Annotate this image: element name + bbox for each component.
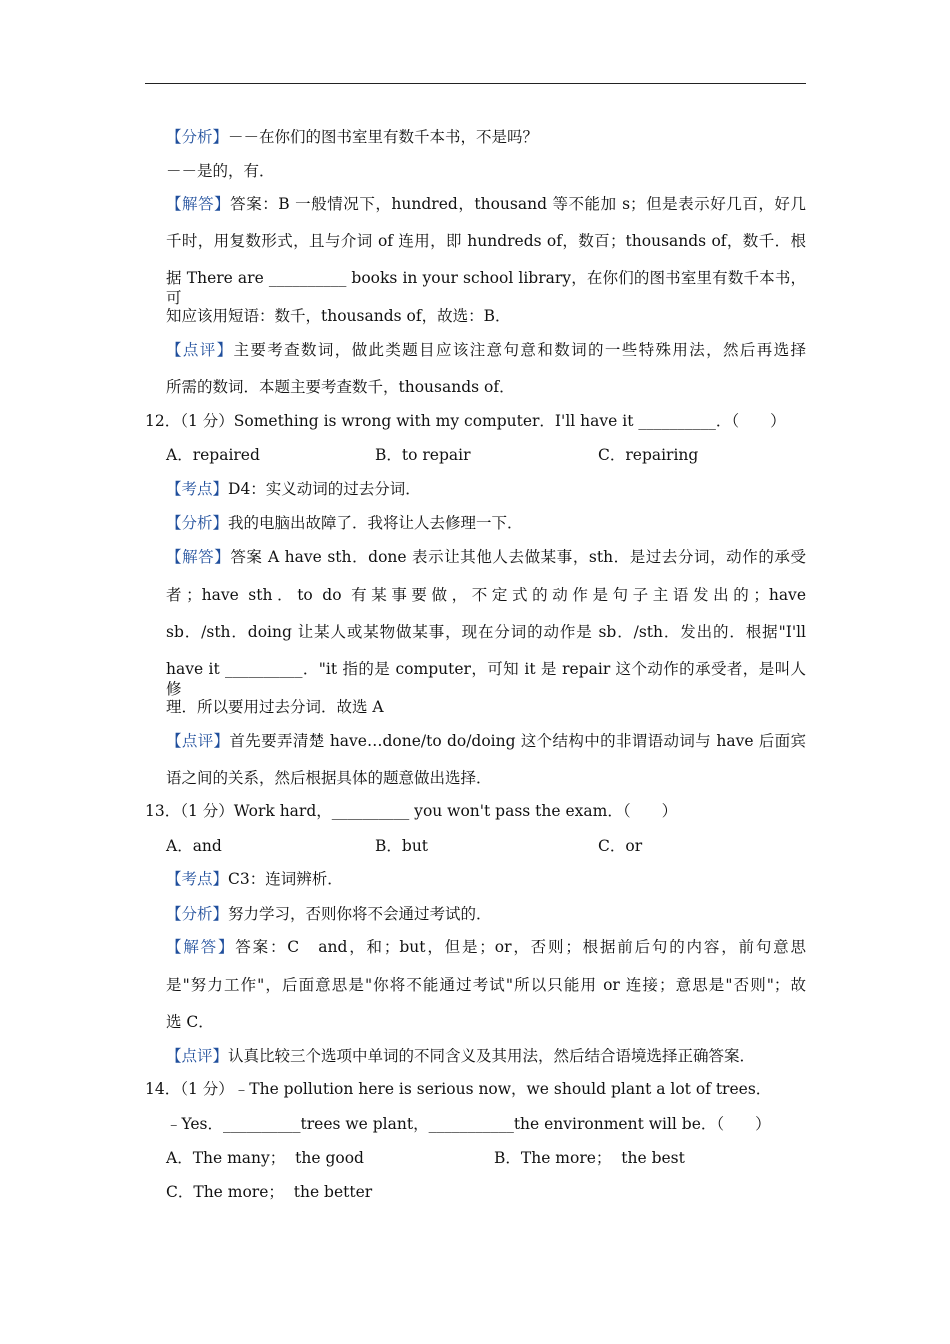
answer-line [166,937,806,957]
question-14-stem-2: ﹣Yes．__________trees we plant，___________the environment will be．（ ） [166,1115,771,1133]
answer-text-2: 是"努力工作"，后面意思是"你将不能通过考试"所以只能用 or 连接；意思是"否则"；故 [166,976,806,994]
answer-text-4: have it __________．"it 指的是 computer，可知 it 是 repair 这个动作的承受者，是叫人修 [166,660,806,698]
comment-text: 首先要弄清楚 have…done/to do/doing 这个结构中的非谓语动词与 have 后面宾 [229,732,806,750]
q14-option-b[interactable]: B．The more； the best [494,1149,685,1167]
answer-text-5: 理．所以要用过去分词．故选 A [166,698,384,716]
analysis-tag: 【分析】 [166,514,229,532]
comment-tag: 【点评】 [166,341,234,359]
comment-line [166,1046,755,1066]
question-12-stem: 12．（1 分）Something is wrong with my computer．I'll have it __________．（ ） [145,412,786,430]
answer-text-3: 选 C． [166,1013,214,1031]
answer-tag: 【解答】 [166,938,236,956]
point-line [166,869,343,889]
analysis-line [166,127,538,147]
point-line [166,479,421,499]
answer-text-3: 据 There are __________ books in your school library，在你们的图书室里有数千本书，可 [166,269,806,307]
analysis-text: 我的电脑出故障了．我将让人去修理一下． [228,514,523,532]
point-text: D4：实义动词的过去分词． [228,480,421,498]
comment-tag: 【点评】 [166,1047,229,1065]
answer-tag: 【解答】 [166,548,231,566]
header-rule [145,83,806,84]
point-tag: 【考点】 [166,870,229,888]
question-14-stem: 14．（1 分）﹣The pollution here is serious now，we should plant a lot of trees． [145,1080,772,1098]
q13-option-a[interactable]: A．and [166,837,222,855]
answer-text-2: 千时，用复数形式，且与介词 of 连用，即 hundreds of，数百；thousands of，数千．根 [166,232,806,250]
answer-text-2: 者；have sth．to do 有某事要做，不定式的动作是句子主语发出的；have [166,586,806,604]
comment-line [166,731,806,751]
answer-line [166,547,806,567]
analysis-text: －－在你们的图书室里有数千本书，不是吗？ [228,128,539,146]
answer-tag: 【解答】 [166,195,231,213]
analysis-line [166,904,492,924]
answer-text-4: 知应该用短语：数千，thousands of，故选：B． [166,307,511,325]
point-tag: 【考点】 [166,480,229,498]
question-13-stem: 13．（1 分）Work hard，__________ you won't pass the exam．（ ） [145,802,678,820]
q14-option-a[interactable]: A．The many； the good [166,1149,364,1167]
answer-line [166,194,806,214]
answer-text: 答案：C and，和；but，但是；or，否则；根据前后句的内容，前句意思 [235,938,806,956]
analysis-text: 努力学习，否则你将不会通过考试的． [228,905,492,923]
analysis-tag: 【分析】 [166,905,229,923]
comment-text-2: 语之间的关系，然后根据具体的题意做出选择． [166,769,492,787]
comment-tag: 【点评】 [166,732,230,750]
q14-option-c[interactable]: C．The more； the better [166,1183,373,1201]
comment-text: 主要考查数词，做此类题目应该注意句意和数词的一些特殊用法，然后再选择 [233,341,806,359]
answer-text-3: sb．/sth．doing 让某人或某物做某事，现在分词的动作是 sb．/sth．发出的．根据"I'll [166,623,806,641]
answer-text: 答案：B 一般情况下，hundred，thousand 等不能加 s；但是表示好几百，好几 [230,195,806,213]
analysis-line [166,513,523,533]
comment-text-2: 所需的数词．本题主要考查数千，thousands of． [166,378,515,396]
q12-option-c[interactable]: C．repairing [598,446,699,464]
analysis-text-2: －－是的，有． [166,162,275,180]
point-text: C3：连词辨析． [228,870,343,888]
comment-line [166,340,806,360]
analysis-tag: 【分析】 [166,128,229,146]
answer-text: 答案 A have sth．done 表示让其他人去做某事，sth．是过去分词，动作的承受 [230,548,806,566]
q12-option-a[interactable]: A．repaired [166,446,260,464]
q12-option-b[interactable]: B．to repair [375,446,471,464]
q13-option-b[interactable]: B．but [375,837,429,855]
q13-option-c[interactable]: C．or [598,837,643,855]
comment-text: 认真比较三个选项中单词的不同含义及其用法，然后结合语境选择正确答案． [228,1047,756,1065]
